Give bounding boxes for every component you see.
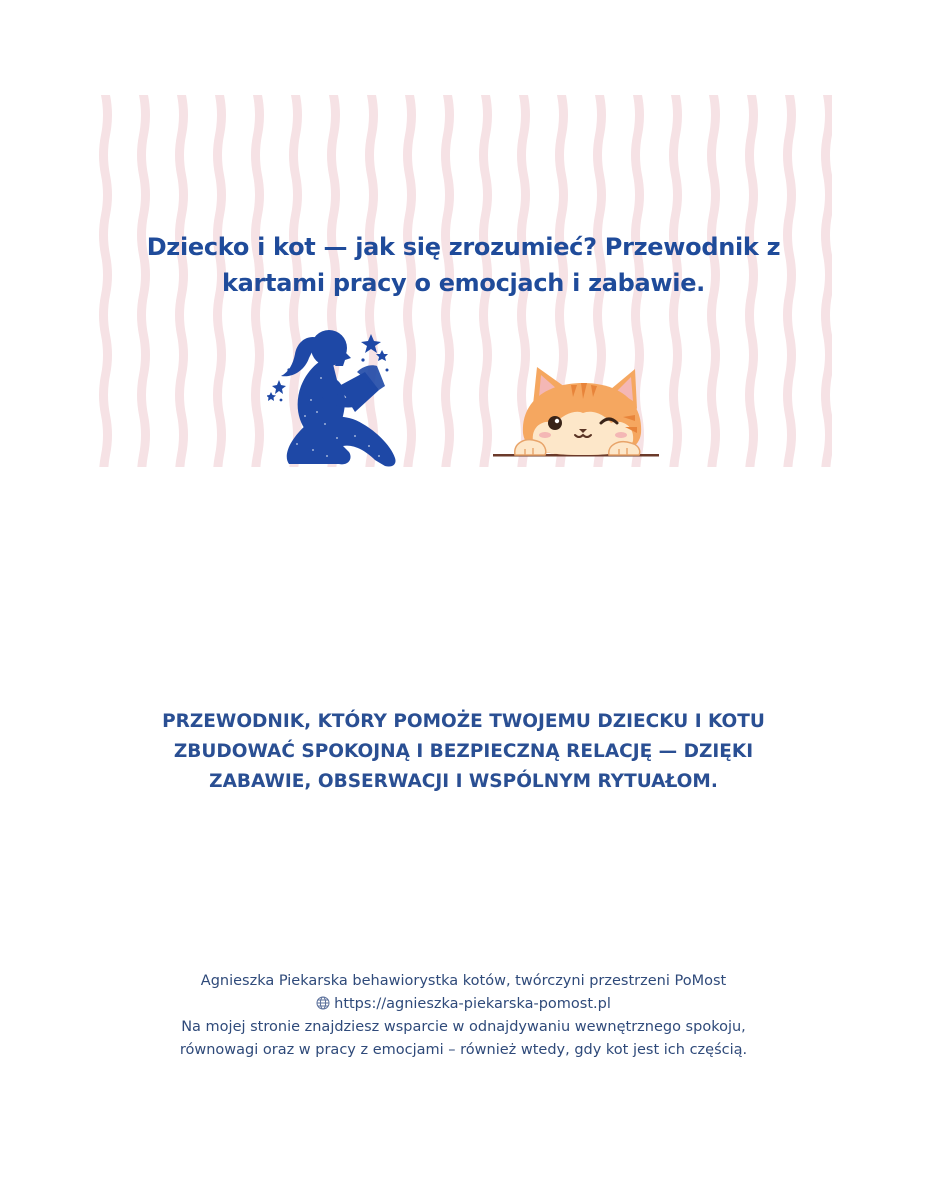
cat-icon xyxy=(493,363,663,463)
globe-icon xyxy=(316,996,330,1010)
cover-banner xyxy=(95,95,832,467)
website-link[interactable]: https://agnieszka-piekarska-pomost.pl xyxy=(334,996,611,1012)
cover-title xyxy=(95,229,832,301)
girl-reading-icon xyxy=(267,320,427,467)
cover-title-line-1: Dziecko i kot — jak się zrozumieć? Przewodnik z xyxy=(146,233,781,261)
description-line-1: Na mojej stronie znajdziesz wsparcie w odnajdywaniu wewnętrznego spokoju, xyxy=(181,1019,746,1035)
website-line[interactable] xyxy=(100,993,827,1016)
cover-subtitle-line-1: PRZEWODNIK, KTÓRY POMOŻE TWOJEMU DZIECKU I KOTU xyxy=(162,711,765,732)
cover-subtitle-line-3: ZABAWIE, OBSERWACJI I WSPÓLNYM RYTUAŁOM. xyxy=(209,771,718,792)
author-line: Agnieszka Piekarska behawiorystka kotów, twórczyni przestrzeni PoMost xyxy=(200,973,727,989)
cover-subtitle-line-2: ZBUDOWAĆ SPOKOJNĄ I BEZPIECZNĄ RELACJĘ — DZIĘKI xyxy=(173,741,754,762)
cover-title-line-2: kartami pracy o emocjach i zabawie. xyxy=(221,269,706,297)
description-line-2: równowagi oraz w pracy z emocjami – również wtedy, gdy kot jest ich częścią. xyxy=(179,1042,748,1058)
cover-subtitle xyxy=(100,707,827,797)
author-footer xyxy=(100,970,827,1062)
